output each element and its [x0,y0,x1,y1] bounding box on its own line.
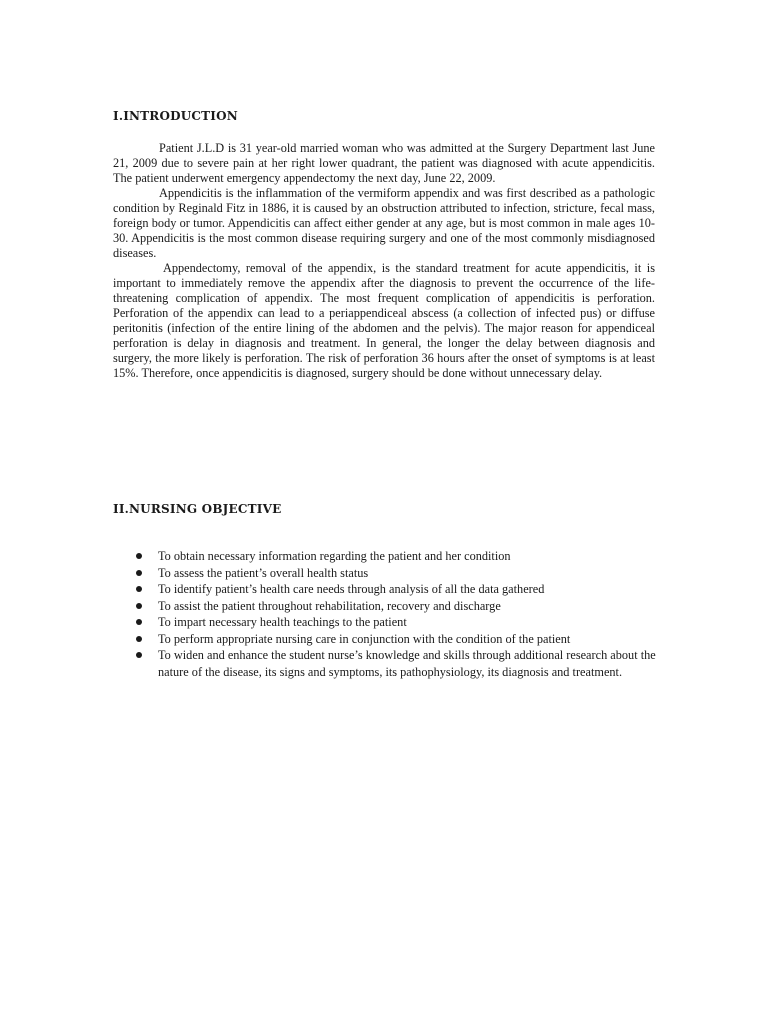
list-item-text: To perform appropriate nursing care in conjunction with the condition of the patient [158,631,571,646]
list-item-text: To identify patient’s health care needs through analysis of all the data gathered [158,582,545,596]
introduction-body [113,141,655,381]
bullet-icon [136,553,142,559]
bullet-icon [136,570,142,576]
list-item [113,647,658,680]
list-item [113,614,658,631]
list-item-text: To impart necessary health teachings to the patient [158,615,407,629]
list-item [113,581,658,598]
list-item [113,631,658,648]
bullet-icon [136,586,142,592]
nursing-objective-heading: II.NURSING OBJECTIVE [113,502,282,516]
list-item-text: To assist the patient throughout rehabilitation, recovery and discharge [158,598,501,613]
list-item [113,565,658,582]
list-item [113,548,658,565]
intro-paragraph: Appendicitis is the inflammation of the vermiform appendix and was first described as a pathologic condition by Reginald Fitz in 1886, it is caused by an obstruction attributed to infection, stricture, fecal mass, foreign body or tumor. Appendicitis can affect either gender at any age, but is most common in male ages 10-30. Appendicitis is the most common disease requiring surgery and one of the most commonly misdiagnosed diseases. [113,186,655,260]
intro-paragraph: Appendectomy, removal of the appendix, is the standard treatment for acute appendicitis, it is important to immediately remove the appendix after the diagnosis to prevent the occurrence of the life-threatening complication of appendix. The most frequent complication of appendicitis is perforation. Perforation of the appendix can lead to a periappendiceal abscess (a collection of infected pus) or diffuse peritonitis (infection of the entire lining of the abdomen and the pelvis). The major reason for appendiceal perforation is delay in diagnosis and treatment. In general, the longer the delay between diagnosis and surgery, the more likely is perforation. The risk of perforation 36 hours after the onset of symptoms is at least 15%. Therefore, once appendicitis is diagnosed, surgery should be done without unnecessary delay. [113,261,655,380]
bullet-icon [136,619,142,625]
bullet-icon [136,636,142,642]
objectives-list [113,548,658,680]
bullet-icon [136,603,142,609]
introduction-heading: I.INTRODUCTION [113,109,238,123]
bullet-icon [136,652,142,658]
list-item-text: To obtain necessary information regarding the patient and her condition [158,549,511,563]
list-item-text: To assess the patient’s overall health status [158,565,369,580]
list-item-text: To widen and enhance the student nurse’s knowledge and skills through additional research about the nature of the disease, its signs and symptoms, its pathophysiology, its diagnosis and treatment. [158,648,656,679]
intro-paragraph: Patient J.L.D is 31 year-old married woman who was admitted at the Surgery Department last June 21, 2009 due to severe pain at her right lower quadrant, the patient was diagnosed with acute appendicitis. The patient underwent emergency appendectomy the next day, June 22, 2009. [113,141,655,185]
list-item [113,598,658,615]
